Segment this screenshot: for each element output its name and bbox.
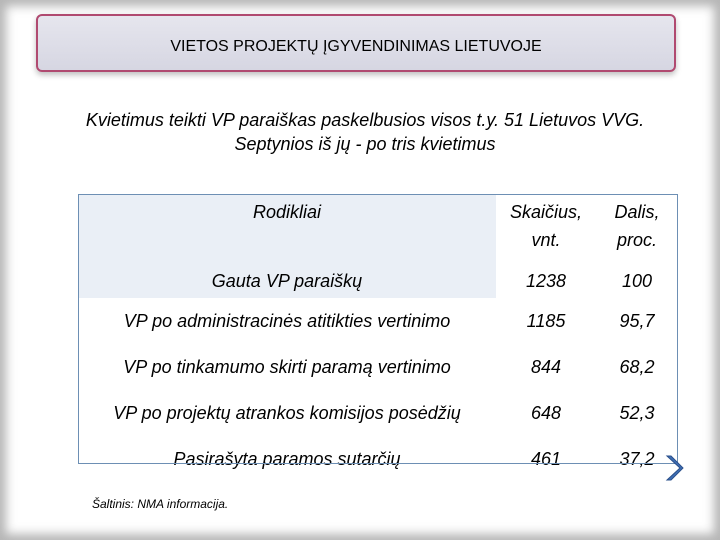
row-count: 1185: [526, 310, 566, 331]
table-row: [78, 298, 678, 344]
table-row: [78, 436, 678, 482]
table-row: [78, 390, 678, 436]
stats-table: [78, 194, 678, 482]
header-share: [596, 194, 678, 264]
row-count: 1238: [525, 270, 567, 291]
page-title: VIETOS PROJEKTŲ ĮGYVENDINIMAS LIETUVOJE: [170, 38, 542, 55]
intro-line-1: Kvietimus teikti VP paraiškas paskelbusios visos t.y. 51 Lietuvos VVG.: [85, 110, 645, 130]
table-row: [78, 264, 678, 298]
header-share-line-1: Dalis,: [614, 202, 660, 222]
intro-text: [30, 108, 700, 156]
row-share: 95,7: [619, 310, 655, 331]
row-share: 68,2: [619, 356, 655, 377]
row-name: VP po tinkamumo skirti paramą vertinimo: [123, 356, 451, 377]
row-count: 648: [530, 402, 562, 423]
table-row: [78, 344, 678, 390]
source-note: Šaltinis: NMA informacija.: [92, 497, 229, 511]
row-count: 844: [530, 356, 562, 377]
header-indicators: Rodikliai: [78, 194, 496, 264]
header-count: [496, 194, 596, 264]
row-share: 52,3: [619, 402, 655, 423]
header-share-line-2: proc.: [616, 230, 658, 250]
header-count-line-1: Skaičius,: [509, 202, 583, 222]
row-count: 461: [530, 448, 562, 469]
row-share: 100: [621, 270, 653, 291]
row-name: Pasirašyta paramos sutarčių: [173, 448, 401, 469]
row-name: Gauta VP paraiškų: [78, 264, 496, 298]
header-count-line-2: vnt.: [531, 230, 561, 250]
title-box: [36, 14, 676, 72]
next-arrow-icon[interactable]: [664, 452, 684, 484]
intro-line-2: Septynios iš jų - po tris kvietimus: [234, 134, 496, 154]
row-name: VP po administracinės atitikties vertinimo: [123, 310, 451, 331]
table-header-row: [78, 194, 678, 264]
row-name: VP po projektų atrankos komisijos posėdžių: [113, 402, 461, 423]
row-share: 37,2: [619, 448, 655, 469]
